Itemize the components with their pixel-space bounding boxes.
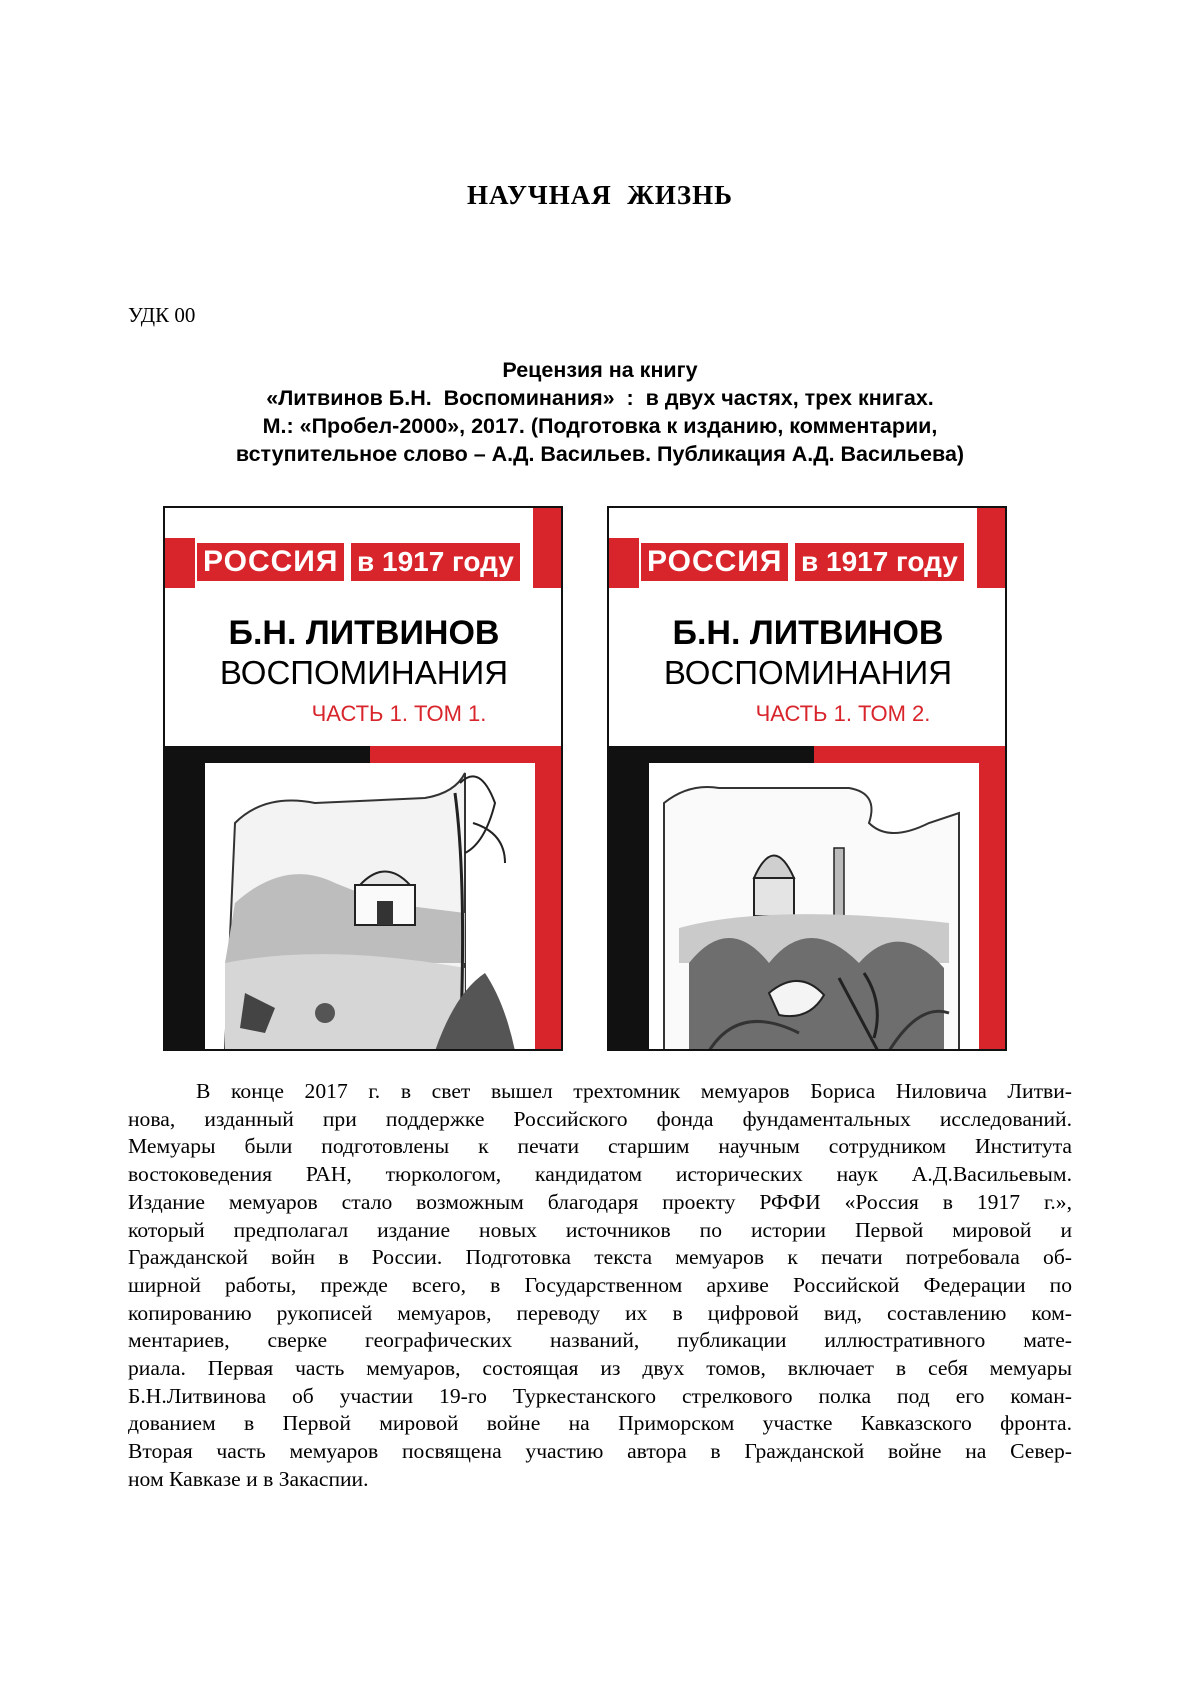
body-line: риала. Первая часть мемуаров, состоящая из двух томов, включает в себя мемуары xyxy=(128,1356,1072,1381)
body-line: Гражданской войн в России. Подготовка текста мемуаров к печати потребовала об- xyxy=(128,1245,1072,1270)
body-line: Мемуары были подготовлены к печати старшим научным сотрудником Института xyxy=(128,1134,1072,1159)
series-year: в 1917 году xyxy=(795,543,964,581)
series-word: РОССИЯ xyxy=(641,543,788,581)
book-cover-volume-1 xyxy=(163,506,563,1051)
cover-author: Б.Н. ЛИТВИНОВ xyxy=(672,614,944,652)
series-banner xyxy=(609,538,1007,588)
body-line: Издание мемуаров стало возможным благодаря проекту РФФИ «Россия в 1917 г.», xyxy=(128,1189,1072,1214)
cover-title: ВОСПОМИНАНИЯ xyxy=(219,654,509,691)
body-line: который предполагал издание новых источников по истории Первой мировой и xyxy=(128,1217,1072,1242)
body-line: востоковедения РАН, тюркологом, кандидатом исторических наук А.Д.Васильевым. xyxy=(128,1162,1072,1187)
review-title-line: Рецензия на книгу xyxy=(502,358,698,382)
body-line: дованием в Первой мировой войне на Приморском участке Кавказского фронта. xyxy=(128,1411,1072,1436)
series-banner xyxy=(165,538,563,588)
udk-code: УДК 00 xyxy=(128,303,196,327)
section-title: НАУЧНАЯ ЖИЗНЬ xyxy=(466,180,734,210)
book-cover-volume-2 xyxy=(607,506,1007,1051)
body-line: Вторая часть мемуаров посвящена участию автора в Гражданской войне на Север- xyxy=(128,1439,1072,1464)
body-line: ширной работы, прежде всего, в Государственном архиве Российской Федерации по xyxy=(128,1272,1072,1297)
body-line: ном Кавказе и в Закаспии. xyxy=(128,1466,369,1491)
cover-author: Б.Н. ЛИТВИНОВ xyxy=(228,614,500,652)
review-title-line: «Литвинов Б.Н. Воспоминания» : в двух частях, трех книгах. xyxy=(266,386,934,410)
series-year: в 1917 году xyxy=(351,543,520,581)
cover-illustration-domed-mosque xyxy=(649,763,979,1051)
body-line: нова, изданный при поддержке Российского фонда фундаментальных исследований. xyxy=(128,1106,1072,1131)
body-line: копированию рукописей мемуаров, переводу их в цифровой вид, составлению ком- xyxy=(128,1300,1072,1325)
cover-illustration-mausoleum xyxy=(205,763,535,1051)
cover-title: ВОСПОМИНАНИЯ xyxy=(663,654,953,691)
review-title-line: М.: «Пробел-2000», 2017. (Подготовка к изданию, комментарии, xyxy=(262,414,938,438)
review-title xyxy=(128,356,1072,468)
cover-part: ЧАСТЬ 1. ТОМ 1. xyxy=(311,701,487,726)
body-line: ментариев, сверке географических названий, публикации иллюстративного мате- xyxy=(128,1328,1072,1353)
cover-part: ЧАСТЬ 1. ТОМ 2. xyxy=(755,701,931,726)
review-title-line: вступительное слово – А.Д. Васильев. Публикация А.Д. Васильева) xyxy=(235,442,965,466)
body-line: В конце 2017 г. в свет вышел трехтомник мемуаров Бориса Ниловича Литви- xyxy=(196,1079,1072,1103)
series-word: РОССИЯ xyxy=(197,543,344,581)
body-line: Б.Н.Литвинова об участии 19-го Туркестанского стрелкового полка под его коман- xyxy=(128,1383,1072,1408)
article-body xyxy=(128,1078,1072,1494)
